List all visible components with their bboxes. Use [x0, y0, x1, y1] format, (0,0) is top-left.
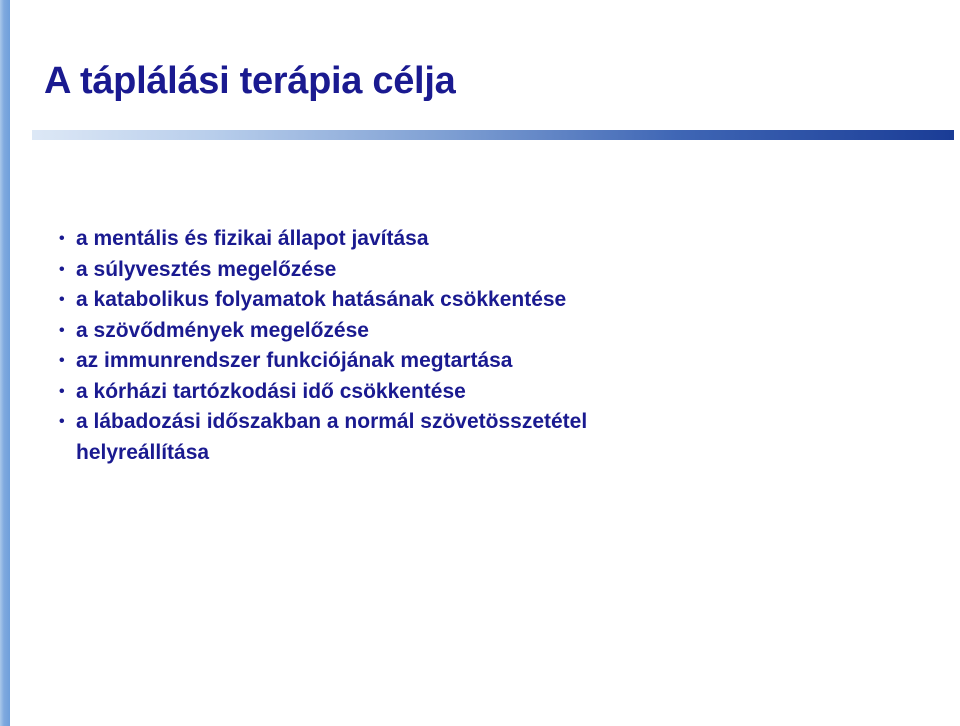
bullet-item [56, 316, 716, 347]
bullet-item [56, 346, 716, 377]
bullet-item [56, 224, 716, 255]
bullet-item [56, 255, 716, 286]
bullet-dot-icon: • [59, 352, 65, 369]
bullet-dot-icon: • [59, 321, 65, 339]
left-accent-bar [0, 0, 10, 726]
bullet-dot-icon: • [59, 413, 65, 430]
bullet-dot-icon: • [59, 382, 65, 400]
bullet-item [56, 377, 716, 408]
bullet-text: a szövődmények megelőzése [76, 318, 369, 342]
bullet-list [56, 224, 936, 468]
bullet-text: a mentális és fizikai állapot javítása [76, 227, 429, 250]
bullet-text: az immunrendszer funkciójának megtartása [76, 349, 513, 372]
title-divider [32, 130, 954, 140]
bullet-text: a kórházi tartózkodási idő csökkentése [76, 379, 466, 403]
slide-title: A táplálási terápia célja [44, 60, 456, 102]
bullet-item [56, 407, 716, 468]
bullet-item [56, 285, 716, 316]
bullet-text: a katabolikus folyamatok hatásának csökkentése [76, 288, 567, 311]
bullet-dot-icon: • [59, 260, 65, 278]
bullet-text: a súlyvesztés megelőzése [76, 257, 337, 281]
bullet-text: a lábadozási időszakban a normál szövetösszetétel helyreállítása [76, 410, 588, 464]
bullet-dot-icon: • [59, 291, 65, 308]
bullet-dot-icon: • [59, 230, 65, 247]
